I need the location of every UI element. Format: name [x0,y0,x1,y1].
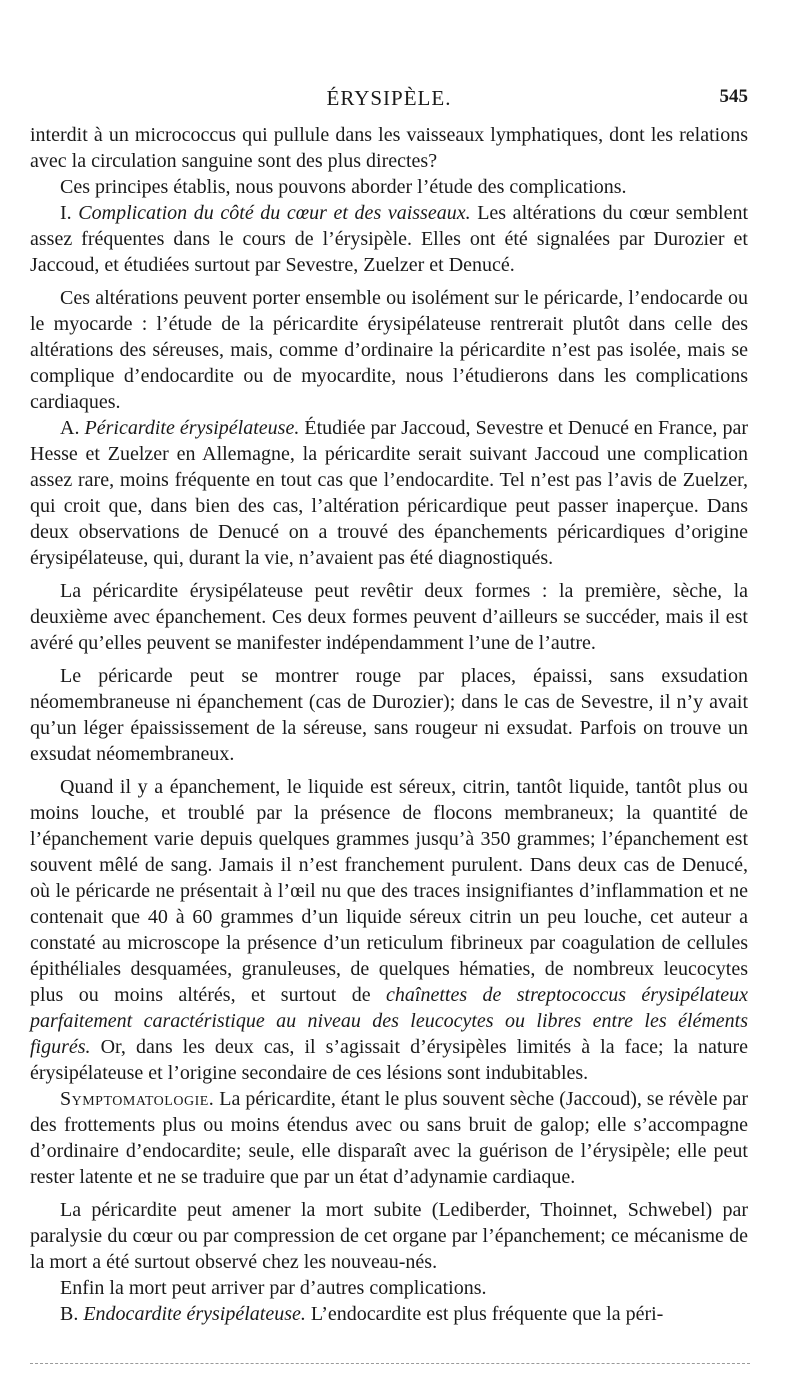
epanchement-text: Quand il y a épanchement, le liquide est séreux, citrin, tantôt liquide, tantôt plus ou moins louche, et troublé par la présence de flocons membraneux; la quantité de l’épanchement varie depuis quelques grammes jusqu’à 350 grammes; l’épanchement est souvent mêlé de sang. Jamais il n’est franchement purulent. Dans deux cas de Denucé, où le péricarde ne présentait à l’œil nu que des traces insignifiantes d’inflammation et ne contenait que 40 à 60 grammes d’un liquide séreux citrin un peu louche, cet auteur a constaté au microscope la présence d’un reticulum fibrineux par coagulation de cellules épithéliales desquamées, granuleuses, de quelques hématies, de nombreux leucocytes plus ou moins altérés, et surtout de [30,776,748,1006]
paragraph-two-forms: La péricardite érysipélateuse peut revêtir deux formes : la première, sèche, la deuxième avec épanchement. Ces deux formes peuvent d’ailleurs se succéder, mais il est avéré qu’elles peuvent se manifester indépendamment l’une de l’autre. [30,580,748,654]
paragraph-epanchement [30,774,748,1086]
paragraph-subsection-B [30,1301,748,1327]
section-text: Les altérations du cœur semblent assez fréquentes dans le cours de l’érysipèle. Elles ont été signalées par Durozier et Jaccoud, et étudiées surtout par Sevestre, Zuelzer et Denucé. [30,202,748,276]
symptomatologie-text: La péricardite, étant le plus souvent sèche (Jaccoud), se révèle par des frottements plus ou moins étendus avec ou sans bruit de galop; elle s’accompagne d’ordinaire d’endocardite; seule, elle disparaît avec la guérison de l’érysipèle; elle peut rester latente et ne se traduire que par un état d’adynamie cardiaque. [30,1088,748,1188]
subsection-letter: B. [60,1303,84,1325]
subsection-letter: A. [60,417,85,439]
section-heading: Complication du côté du cœur et des vaisseaux. [78,202,471,224]
paragraph-subsection-A [30,415,748,571]
paragraph-symptomatologie [30,1086,748,1190]
paragraph-enfin: Enfin la mort peut arriver par d’autres complications. [60,1277,487,1299]
subsection-heading: Endocardite érysipélateuse. [83,1303,306,1325]
running-header [30,86,748,122]
epanchement-conclusion: Or, dans les deux cas, il s’agissait d’érysipèles limités à la face; la nature érysipélateuse et l’origine secondaire de ces lésions sont indubitables. [30,1036,748,1084]
symptomatologie-heading: Symptomatologie. [60,1088,215,1110]
book-page [30,86,748,1327]
paragraph-pericarde-rouge: Le péricarde peut se montrer rouge par places, épaissi, sans exsudation néomembraneuse ni épanchement (cas de Durozier); dans le cas de Sevestre, il n’y avait qu’un léger épaississement de la séreuse, sans rougeur ni exsudat. Parfois on trouve un exsudat néomembraneux. [30,665,748,765]
paragraph-continued: interdit à un micrococcus qui pullule dans les vaisseaux lymphatiques, dont les relations avec la circulation sanguine sont des plus directes? [30,124,748,172]
subsection-text: L’endocardite est plus fréquente que la péri- [305,1303,664,1325]
subsection-text: Étudiée par Jaccoud, Sevestre et Denucé en France, par Hesse et Zuelzer en Allemagne, la péricardite serait suivant Jaccoud une complication assez rare, moins fréquente en tout cas que l’endocardite. Tel n’est pas l’avis de Zuelzer, qui croit que, dans bien des cas, l’altération péricardique peut passer inaperçue. Dans deux observations de Denucé on a trouvé des épanchements péricardiques d’origine érysipélateuse, qui, durant la vie, n’avaient pas été diagnostiqués. [30,417,749,569]
paragraph-section-I [30,200,748,278]
section-number: I. [60,202,79,224]
paragraph-alterations: Ces altérations peuvent porter ensemble ou isolément sur le péricarde, l’endocarde ou le myocarde : l’étude de la péricardite érysipélateuse rentrerait plutôt dans celle des altérations des séreuses, mais, comme d’ordinaire la péricardite n’est pas isolée, mais se complique d’endocardite ou de myocardite, nous l’étudierons dans les complications cardiaques. [30,287,748,413]
paragraph-principles: Ces principes établis, nous pouvons aborder l’étude des complications. [60,176,627,198]
epanchement-italic: chaînettes de streptococcus érysipélateux parfaitement caractéristique au niveau des leucocytes ou libres entre les éléments figurés. [30,984,748,1058]
text-body [30,122,748,1327]
subsection-heading: Péricardite érysipélateuse. [84,417,300,439]
page-number: 545 [719,86,748,107]
paragraph-mort-subite: La péricardite peut amener la mort subite (Lediberder, Thoinnet, Schwebel) par paralysie du cœur ou par compression de cet organe par l’épanchement; ce mécanisme de la mort a été surtout observé chez les nouveau-nés. [30,1199,748,1273]
bottom-scan-rule [30,1363,750,1364]
running-title: ÉRYSIPÈLE. [326,86,452,110]
